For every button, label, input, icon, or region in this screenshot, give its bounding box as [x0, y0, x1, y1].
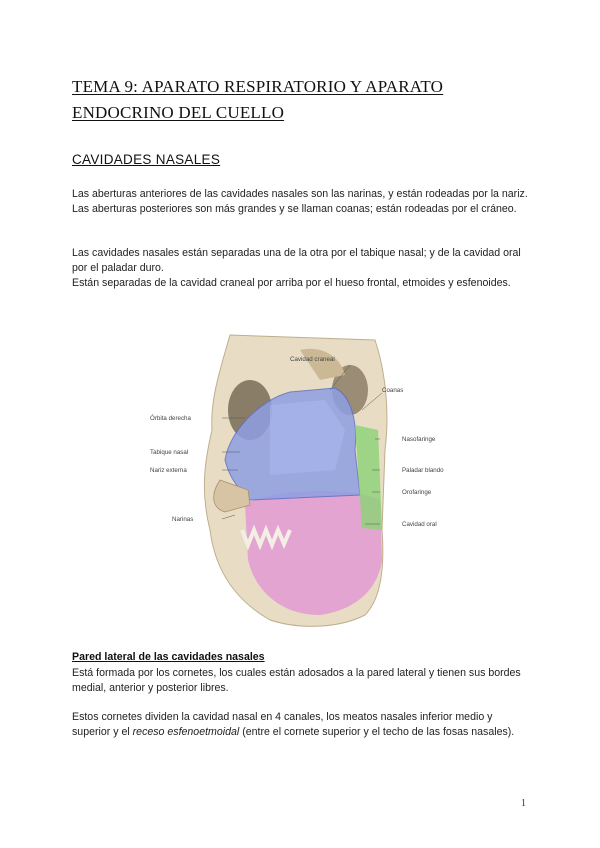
paragraph-separacion: Las cavidades nasales están separadas una de la otra por el tabique nasal; y de la cavidad oral por el paladar duro. — [72, 247, 521, 275]
document-title: TEMA 9: APARATO RESPIRATORIO Y APARATO ENDOCRINO DEL CUELLO — [72, 77, 444, 122]
paragraph-aberturas: Las aberturas anteriores de las cavidades nasales son las narinas, y están rodeadas por la nariz. Las aberturas posteriores son más grandes y se llaman coanas; están rodeadas por el cráneo. — [72, 188, 528, 216]
label-nasofaringe: Nasofaringe — [402, 436, 436, 443]
page-number: 1 — [521, 798, 526, 809]
label-cavidad-craneal: Cavidad craneal — [290, 356, 335, 363]
paragraph-cornetes: Está formada por los cornetes, los cuales están adosados a la pared lateral y tienen sus bordes medial, anterior y posterior libres. — [72, 667, 521, 695]
label-tabique: Tabique nasal — [150, 449, 189, 456]
paragraph-meatos-part2: (entre el cornete superior y el techo de las fosas nasales). — [239, 726, 515, 739]
paragraph-cavidad-craneal: Están separadas de la cavidad craneal por arriba por el hueso frontal, etmoides y esfenoides. — [72, 277, 511, 289]
label-paladar-blando: Paladar blando — [402, 467, 444, 474]
receso-term: receso esfenoetmoidal — [132, 726, 240, 739]
section-heading: CAVIDADES NASALES — [72, 152, 221, 167]
label-coanas: Coanas — [382, 387, 404, 394]
subsection-heading: Pared lateral de las cavidades nasales — [72, 651, 265, 663]
label-orbita: Órbita derecha — [150, 415, 191, 422]
label-narinas: Narinas — [172, 516, 194, 523]
paragraph-meatos-part1: Estos cornetes dividen la cavidad nasal en 4 canales, los meatos nasales inferior medio y superior y el — [72, 711, 493, 739]
paragraph-meatos — [72, 710, 530, 741]
label-nariz-externa: Nariz externa — [150, 467, 187, 474]
nasal-cavity-illustration — [150, 330, 460, 630]
label-cavidad-oral: Cavidad oral — [402, 521, 437, 528]
label-orofaringe: Orofaringe — [402, 489, 432, 496]
